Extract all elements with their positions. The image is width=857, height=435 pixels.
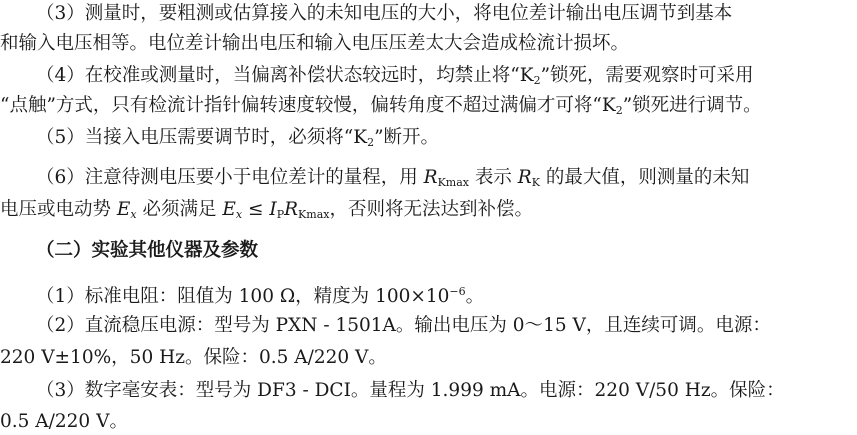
section-title: （二）实验其他仪器及参数 xyxy=(36,240,259,261)
item-1-standard-resistor: （1）标准电阻：阻值为 100 Ω，精度为 $100\times 10^{-6}$。 xyxy=(36,285,485,307)
paragraph-5: （5）当接入电压需要调节时，必须将“$K_2$”断开。 xyxy=(36,127,440,149)
paragraph-3-line-1: （3）测量时，要粗测或估算接入的未知电压的大小，将电位差计输出电压调节到基本 xyxy=(36,3,733,24)
paragraph-4-line-1: （4）在校准或测量时，当偏离补偿状态较远时，均禁止将“$K_2$”锁死，需要观察时可采用 xyxy=(36,65,754,87)
item-3-line-2: 0.5 A/220 V。 xyxy=(0,411,128,432)
paragraph-6-line-2: 电压或电动势 $E_x$ 必须满足 $E_x \le I_PR_{Kmax}$，否则将无法达到补偿。 xyxy=(0,199,533,221)
paragraph-3-line-2: 和输入电压相等。电位差计输出电压和输入电压压差太大会造成检流计损坏。 xyxy=(0,33,630,54)
item-2-line-1: （2）直流稳压电源：型号为 PXN - 1501A。输出电压为 0～15 V，且连续可调。电源： xyxy=(36,315,771,336)
paragraph-4-line-2: “点触”方式，只有检流计指针偏转速度较慢，偏转角度不超过满偏才可将“$K_2$”锁死进行调节。 xyxy=(0,95,762,117)
paragraph-6-line-1: （6）注意待测电压要小于电位差计的量程，用 $R_{Kmax}$ 表示 $R_K$ 的最大值，则测量的未知 xyxy=(36,167,750,189)
item-3-line-1: （3）数字毫安表：型号为 DF3 - DCI。量程为 1.999 mA。电源：220 V/50 Hz。保险： xyxy=(36,380,785,401)
item-2-line-2: 220 V±10%，50 Hz。保险：0.5 A/220 V。 xyxy=(0,347,387,368)
